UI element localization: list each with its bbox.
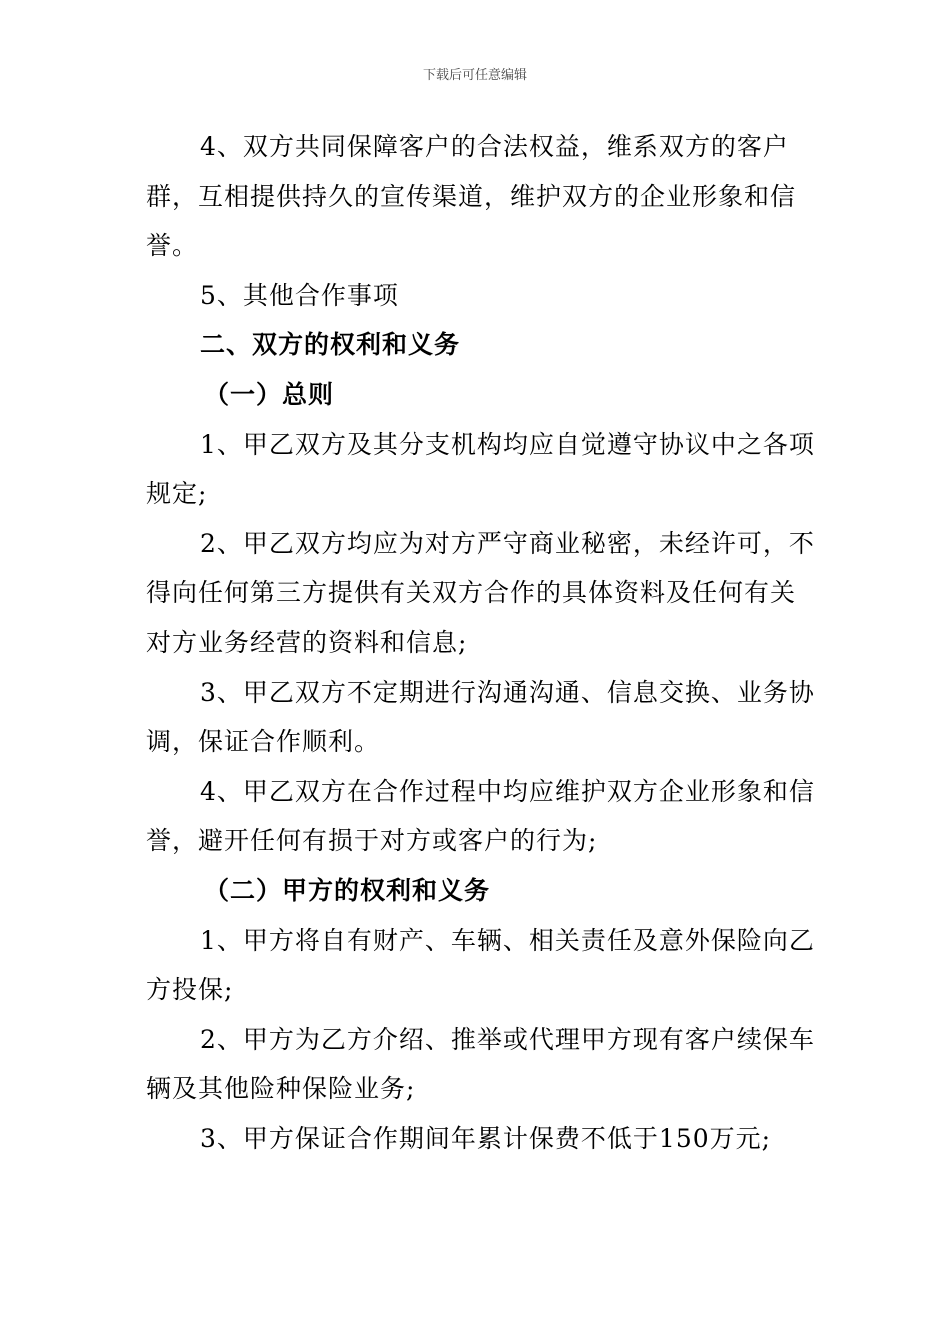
clause-5-other-matters: 5、其他合作事项 — [200, 280, 399, 310]
party-a-clause-3: 3、甲方保证合作期间年累计保费不低于150万元; — [200, 1123, 772, 1153]
page-header: 下载后可任意编辑 — [422, 68, 527, 83]
party-a-clause-2: 2、甲方为乙方介绍、推举或代理甲方现有客户续保车辆及其他险种保险业务; — [146, 1024, 815, 1104]
document-body — [146, 122, 818, 1163]
clause-4-customer-rights: 4、双方共同保障客户的合法权益，维系双方的客户群，互相提供持久的宣传渠道，维护双方的企业形象和信誉。 — [146, 132, 797, 261]
section-heading-rights-obligations: 二、双方的权利和义务 — [200, 330, 461, 360]
party-a-clause-1: 1、甲方将自有财产、车辆、相关责任及意外保险向乙方投保; — [146, 925, 815, 1005]
general-clause-3: 3、甲乙双方不定期进行沟通沟通、信息交换、业务协调，保证合作顺利。 — [146, 677, 815, 757]
general-clause-1: 1、甲乙双方及其分支机构均应自觉遵守协议中之各项规定; — [146, 429, 815, 509]
general-clause-4: 4、甲乙双方在合作过程中均应维护双方企业形象和信誉，避开任何有损于对方或客户的行为; — [146, 776, 815, 856]
subsection-heading-party-a: （二）甲方的权利和义务 — [204, 875, 491, 905]
subsection-heading-general: （一）总则 — [204, 379, 335, 409]
general-clause-2: 2、甲乙双方均应为对方严守商业秘密，未经许可，不得向任何第三方提供有关双方合作的具体资料及任何有关对方业务经营的资料和信息; — [146, 528, 815, 657]
